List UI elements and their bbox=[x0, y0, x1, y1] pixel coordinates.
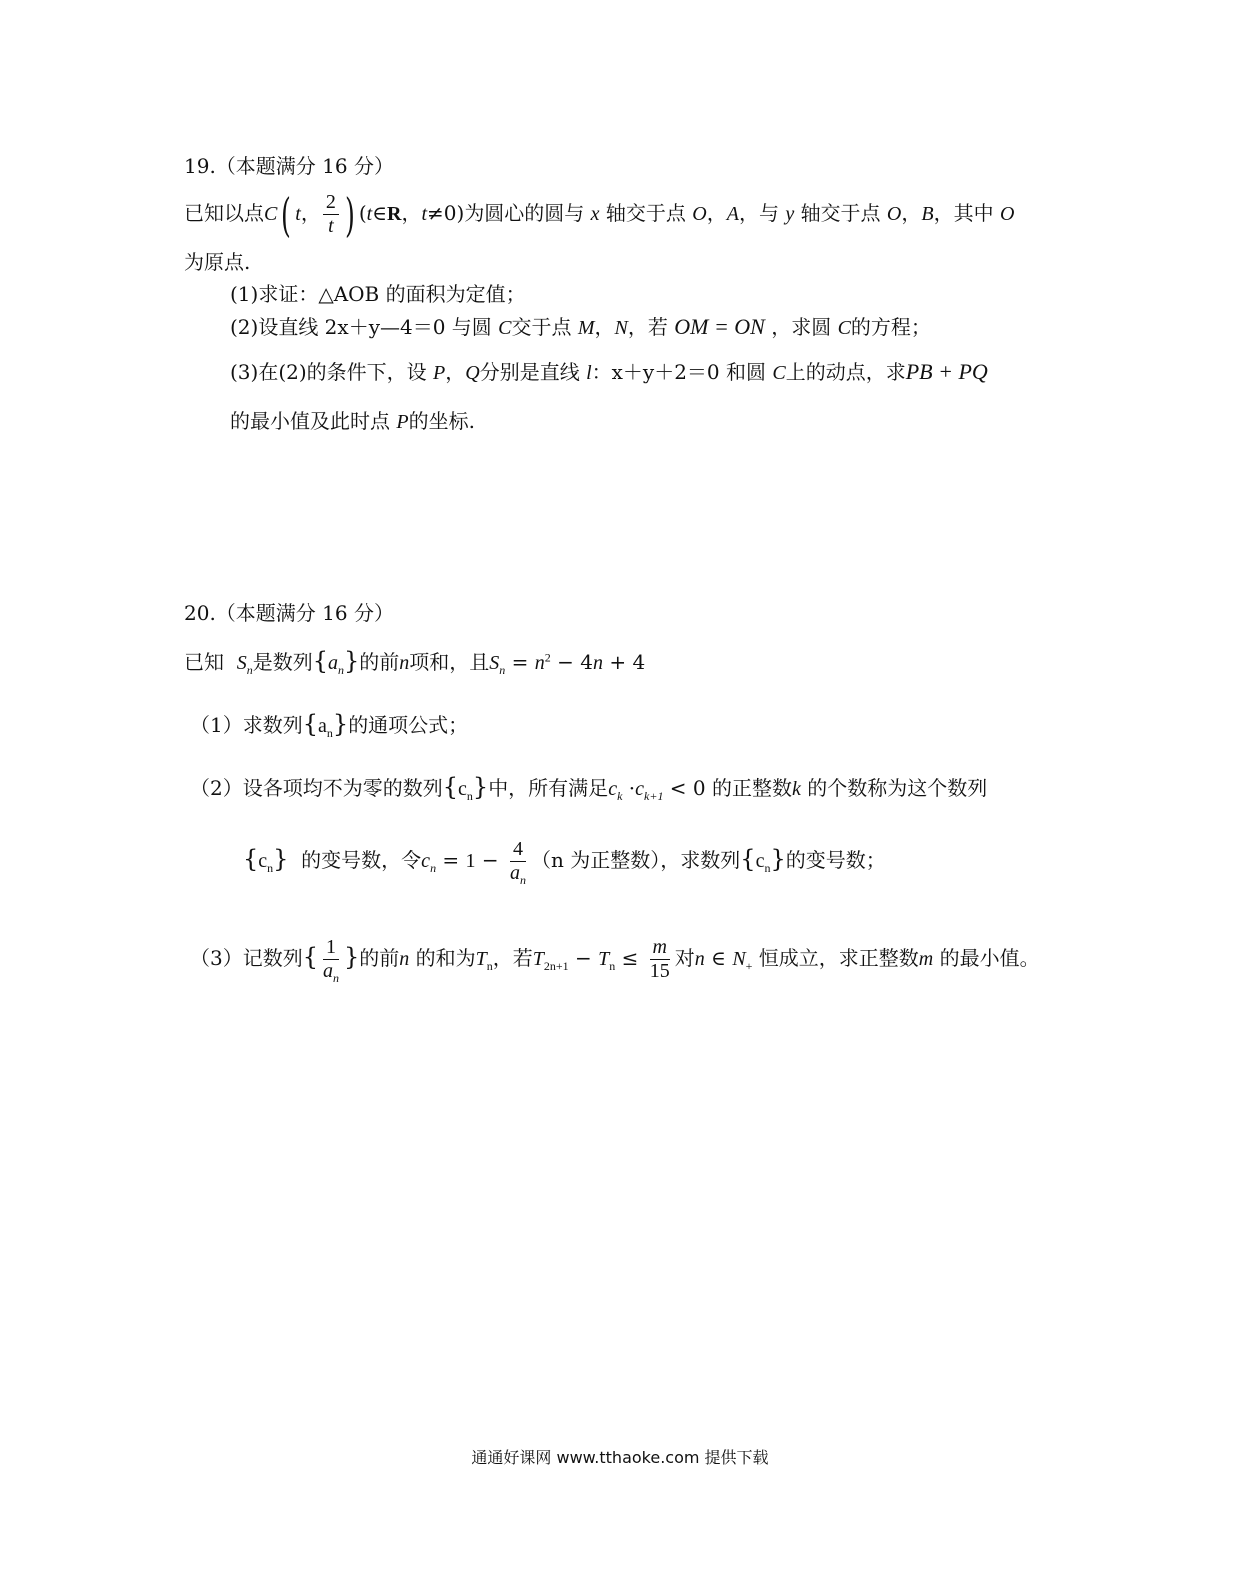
q19-intro-b: 为圆心的圆与 bbox=[464, 201, 585, 225]
q20-part2: （2）设各项均不为零的数列$\{c_n\}$中，所有满足$c_k \cdot c_{k+1} < 0$ 的正整数k 的个数称为这个数列 bbox=[190, 773, 988, 803]
q19-fraction: $\frac{2}{t}$ bbox=[323, 191, 339, 238]
q20-intro: 已知 $S_n$是数列$\{a_n\}$的前n项和，且$S_n = n^2 - 4n + 4$ bbox=[184, 647, 646, 677]
q19-expr-pb-pq: PB + PQ bbox=[905, 359, 988, 384]
q19-part3-tail: 的最小值及此时点 P的坐标. bbox=[230, 409, 475, 433]
q19-intro-a: 已知以点 bbox=[184, 201, 264, 225]
q20-cn-fraction: $\frac{4}{a_n}$ bbox=[510, 838, 527, 887]
q19-header: 19.（本题满分 16 分） bbox=[184, 154, 394, 178]
q20-reciprocal-fraction: $\frac{1}{a_n}$ bbox=[323, 936, 340, 985]
q19-part3: (3)在(2)的条件下，设 P，Q分别是直线 l：x＋y＋2＝0 和圆 C上的动点，求PB + PQ bbox=[230, 359, 988, 384]
q20-m-over-15: $\frac{m}{15}$ bbox=[649, 936, 670, 982]
q19-intro-line: 已知以点C( t， $\frac{2}{t}$ ) (t∈R，t≠0)为圆心的圆与 x 轴交于点 O，A，与 y 轴交于点 O，B，其中 O bbox=[184, 187, 1015, 242]
q19-intro-tail: 为原点. bbox=[184, 250, 251, 274]
q19-point-c: C bbox=[264, 203, 278, 225]
q20-part2-cont: $\{c_n\}$ 的变号数，令$c_n = 1$ − $\frac{4}{a_n}$ （n 为正整数），求数列$\{c_n\}$的变号数； bbox=[243, 838, 886, 887]
q19-part1: (1)求证：△AOB 的面积为定值； bbox=[230, 282, 526, 306]
q19-part2: (2)设直线 2x＋y—4＝0 与圆 C交于点 M，N，若 OM = ON ，求圆 C的方程； bbox=[230, 314, 931, 339]
q20-part1: （1）求数列$\{a_n\}$的通项公式； bbox=[190, 710, 469, 740]
footer-source: 通通好课网 www.tthaoke.com 提供下载 bbox=[471, 1448, 769, 1467]
q19-equation-om-on: OM = ON bbox=[674, 314, 765, 339]
q20-header: 20.（本题满分 16 分） bbox=[184, 601, 394, 625]
q20-part3: （3）记数列{ $\frac{1}{a_n}$ }的前n 的和为$T_n$，若$T_{2n+1} - T_n$ ≤ $\frac{m}{15}$ 对n ∈ $N_+$ 恒成立，求正整数m 的最小值。 bbox=[190, 936, 1040, 985]
